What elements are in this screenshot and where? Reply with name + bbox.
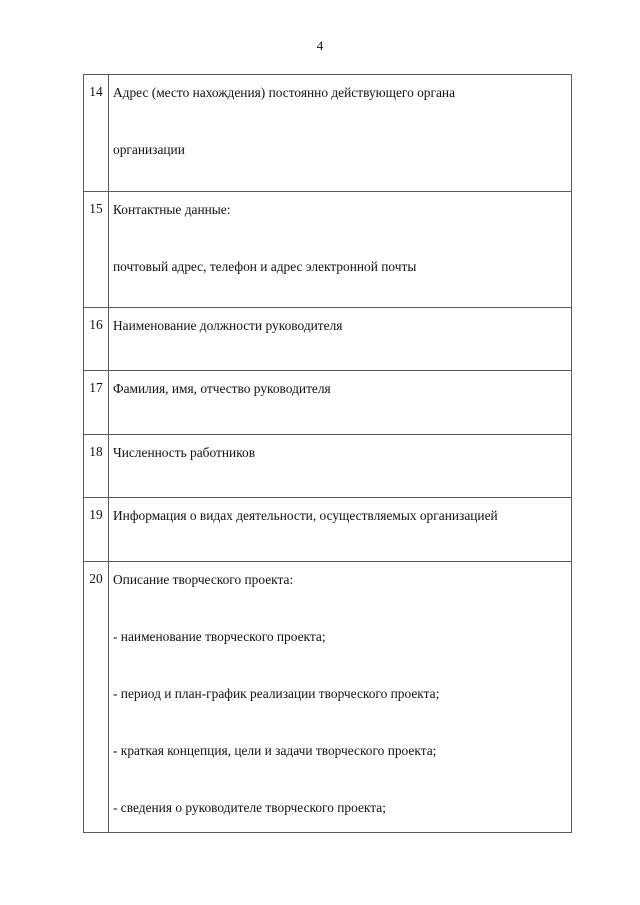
row-text-line: - период и план-график реализации творческого проекта; — [113, 686, 440, 701]
table-row — [84, 308, 572, 371]
row-number-cell — [84, 435, 109, 498]
row-text-line: организации — [113, 142, 185, 157]
table-row — [84, 498, 572, 562]
row-text-line: Адрес (место нахождения) постоянно действующего органа — [113, 85, 456, 100]
row-number: 18 — [89, 444, 103, 459]
row-number: 17 — [89, 380, 103, 395]
row-number-cell — [84, 498, 109, 562]
row-description-cell — [109, 562, 572, 833]
row-description-cell — [109, 192, 572, 308]
row-description-cell — [109, 75, 572, 192]
row-description-cell — [109, 371, 572, 435]
row-number: 19 — [89, 507, 103, 522]
table-row — [84, 192, 572, 308]
page-number: 4 — [316, 38, 324, 53]
row-number: 20 — [89, 571, 103, 586]
row-text-line: Описание творческого проекта: — [113, 572, 294, 587]
row-text-line: почтовый адрес, телефон и адрес электронной почты — [113, 259, 417, 274]
row-number: 14 — [89, 84, 103, 99]
table-row — [84, 435, 572, 498]
row-number-cell — [84, 308, 109, 371]
row-text-line: Фамилия, имя, отчество руководителя — [113, 381, 331, 396]
table-row — [84, 75, 572, 192]
row-text-line: Информация о видах деятельности, осуществляемых организацией — [113, 508, 498, 523]
application-form-table — [83, 74, 572, 833]
row-text-line: - краткая концепция, цели и задачи творческого проекта; — [113, 743, 437, 758]
row-text-line: Наименование должности руководителя — [113, 318, 343, 333]
table-row — [84, 562, 572, 833]
row-text-line: Численность работников — [113, 445, 256, 460]
row-description-cell — [109, 498, 572, 562]
row-number-cell — [84, 75, 109, 192]
row-number-cell — [84, 371, 109, 435]
row-text-line: - сведения о руководителе творческого проекта; — [113, 800, 386, 815]
row-description-cell — [109, 435, 572, 498]
row-text-line: - наименование творческого проекта; — [113, 629, 326, 644]
row-description-cell — [109, 308, 572, 371]
row-number-cell — [84, 562, 109, 833]
table-row — [84, 371, 572, 435]
row-text-line: Контактные данные: — [113, 202, 231, 217]
row-number: 15 — [89, 201, 103, 216]
row-number-cell — [84, 192, 109, 308]
row-number: 16 — [89, 317, 103, 332]
